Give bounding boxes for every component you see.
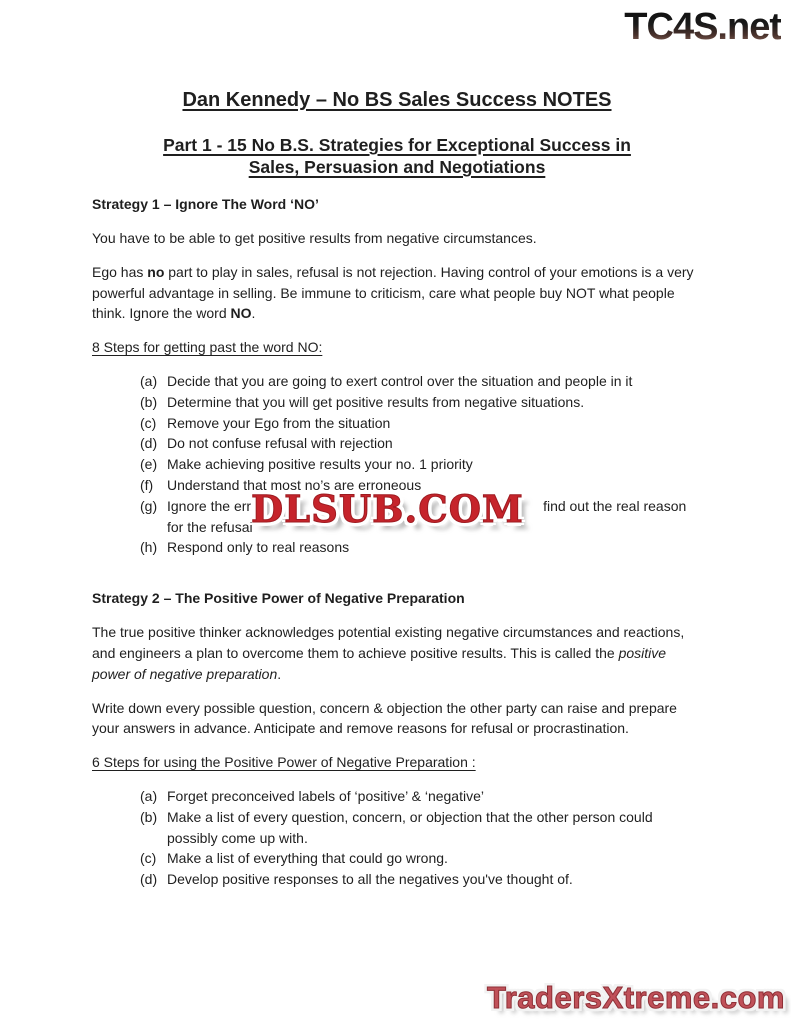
bold-word-no: no	[147, 263, 165, 280]
list-item	[140, 413, 702, 434]
list-marker: (e)	[140, 456, 158, 473]
bold-word-no: NO	[230, 305, 252, 322]
subtitle-line-2: Sales, Persuasion and Negotiations	[248, 157, 546, 177]
list-item	[140, 392, 702, 413]
list-marker: (h)	[140, 539, 158, 556]
dlsub-watermark: DLSUB.COM	[251, 487, 524, 531]
text-fragment: The true positive thinker acknowledges potential existing negative circumstances and reactions, and engineers a plan to overcome them to achieve positive results. This is called the	[92, 624, 685, 661]
text-fragment: Ignore the err	[167, 497, 252, 514]
list-marker: (c)	[140, 414, 157, 431]
list-item-text: Make a list of every question, concern, or objection that the other person could possibly come up with.	[167, 808, 653, 846]
list-item	[140, 371, 702, 392]
strategy-1-list-heading: 8 Steps for getting past the word NO:	[92, 339, 323, 356]
subtitle-line-1: Part 1 - 15 No B.S. Strategies for Exceptional Success in	[163, 135, 631, 155]
list-marker: (a)	[140, 372, 158, 389]
list-item-text: Understand that most no’s are erroneous	[167, 476, 422, 493]
list-item-text: Do not confuse refusal with rejection	[167, 435, 393, 452]
text-fragment: Ego has	[92, 263, 148, 280]
list-item-text: Make achieving positive results your no. 1 priority	[167, 456, 473, 473]
list-item-text: Develop positive responses to all the negatives you've thought of.	[167, 871, 573, 888]
list-item-text: Respond only to real reasons	[167, 539, 350, 556]
list-item	[140, 786, 702, 807]
text-fragment: part to play in sales, refusal is not rejection. Having control of your emotions is a very powerful advantage in selling. Be immune to criticism, care what people buy NOT what people think. Ignore the word	[92, 263, 694, 322]
page-subtitle	[92, 134, 702, 178]
list-item-text: Make a list of everything that could go wrong.	[167, 850, 448, 867]
text-fragment: find out the real reason	[543, 497, 687, 514]
text-fragment: for the refusal	[167, 518, 253, 535]
list-marker: (d)	[140, 871, 158, 888]
strategy-1-paragraph-2	[92, 262, 702, 324]
list-marker: (b)	[140, 393, 158, 410]
list-marker: (b)	[140, 808, 158, 825]
list-marker: (f)	[140, 476, 154, 493]
list-marker: (d)	[140, 435, 158, 452]
list-item-text: Decide that you are going to exert control over the situation and people in it	[167, 372, 633, 389]
strategy-2-steps-list	[140, 786, 702, 890]
italic-phrase: positive power of negative preparation	[92, 644, 667, 682]
strategy-2-paragraph-2: Write down every possible question, concern & objection the other party can raise and prepare your answers in advance. Anticipate and remove reasons for refusal or procrastination.	[92, 699, 677, 737]
list-item	[140, 537, 702, 558]
tradersxtreme-logo: TradersXtreme.com	[487, 980, 785, 1015]
list-item	[140, 433, 702, 454]
strategy-2-paragraph-1	[92, 622, 702, 684]
list-item-text: Forget preconceived labels of ‘positive’ & ‘negative’	[167, 787, 484, 804]
list-item-text: Determine that you will get positive results from negative situations.	[167, 393, 585, 410]
list-item	[140, 454, 702, 475]
text-fragment: .	[277, 665, 282, 682]
list-item	[140, 807, 702, 849]
strategy-1-heading: Strategy 1 – Ignore The Word ‘NO’	[92, 196, 319, 212]
strategy-2-list-heading: 6 Steps for using the Positive Power of Negative Preparation :	[92, 754, 476, 771]
list-item-text: Remove your Ego from the situation	[167, 414, 391, 431]
document-content	[92, 0, 702, 890]
page-title: Dan Kennedy – No BS Sales Success NOTES	[182, 89, 612, 111]
strategy-1-paragraph-1: You have to be able to get positive results from negative circumstances.	[92, 230, 537, 246]
list-marker: (a)	[140, 787, 158, 804]
list-marker: (g)	[140, 497, 158, 514]
strategy-2-heading: Strategy 2 – The Positive Power of Negative Preparation	[92, 590, 465, 607]
list-marker: (c)	[140, 850, 157, 867]
list-item	[140, 848, 702, 869]
tc4s-logo: TC4S.net	[624, 6, 781, 48]
text-fragment: .	[251, 305, 256, 322]
list-item	[140, 869, 702, 890]
